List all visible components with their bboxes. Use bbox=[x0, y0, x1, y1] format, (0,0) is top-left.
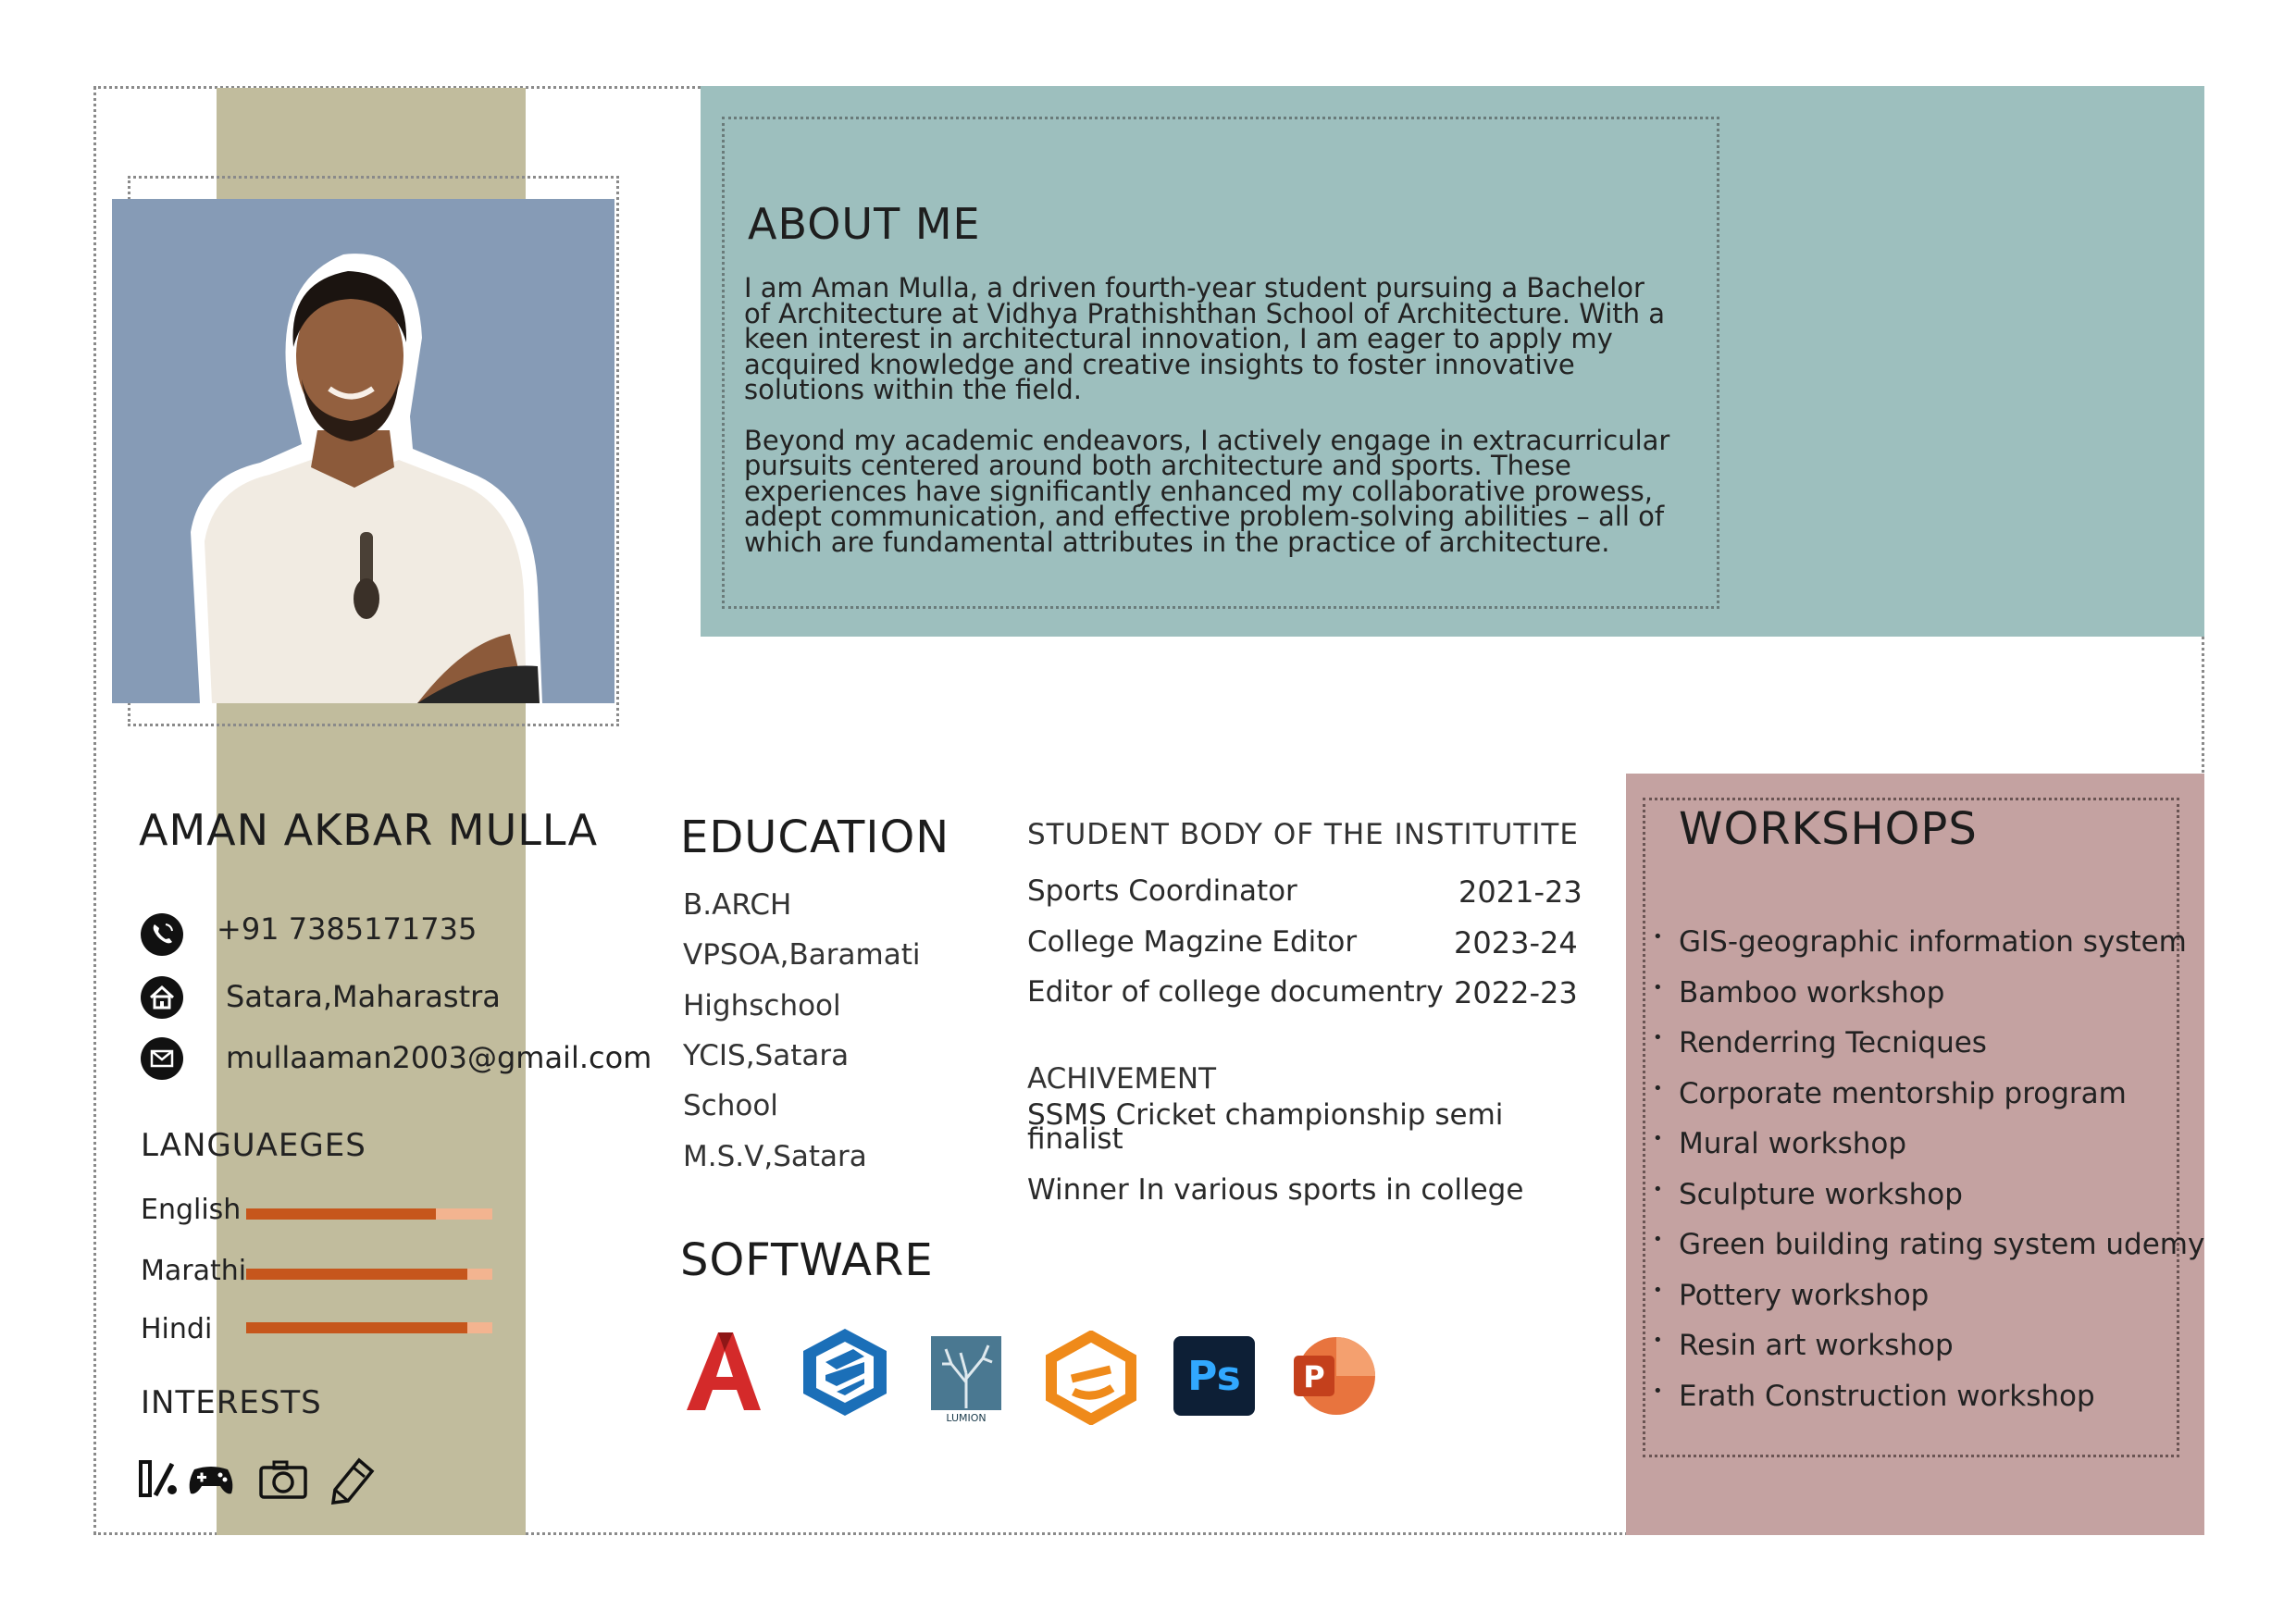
workshop-item: • Bamboo workshop bbox=[1653, 976, 2204, 1027]
workshop-item: • Green building rating system udemy bbox=[1653, 1228, 2204, 1279]
workshop-item: • GIS-geographic information system bbox=[1653, 925, 2204, 976]
about-paragraph-2: Beyond my academic endeavors, I actively engage in extracurricular pursuits centered around both architecture and sports. These experiences have significantly enhanced my collaborative prowess, adept communication, and effective problem-solving abilities – all of which are fundamental attributes in the practice of architecture. bbox=[744, 424, 1670, 558]
education-item: YCIS,Satara bbox=[683, 1039, 850, 1072]
camera-icon bbox=[257, 1453, 309, 1505]
achievement-item: SSMS Cricket championship semi finalist bbox=[1027, 1098, 1504, 1156]
student-body-role: Editor of college documentry bbox=[1027, 975, 1444, 1009]
education-item: M.S.V,Satara bbox=[683, 1140, 867, 1173]
workshop-item: • Resin art workshop bbox=[1653, 1329, 2204, 1380]
lumion-label: LUMION bbox=[946, 1412, 987, 1423]
education-item: School bbox=[683, 1089, 778, 1122]
language-bar-track bbox=[246, 1269, 492, 1280]
language-label: Hindi bbox=[141, 1313, 213, 1345]
language-bar-fill bbox=[246, 1208, 436, 1220]
about-title: ABOUT ME bbox=[748, 199, 981, 249]
student-body-role: College Magzine Editor bbox=[1027, 925, 1358, 959]
about-text bbox=[744, 272, 1679, 580]
student-body-role: Sports Coordinator bbox=[1027, 874, 1297, 908]
workshop-item: • Renderring Tecniques bbox=[1653, 1026, 2204, 1077]
education-title: EDUCATION bbox=[680, 812, 950, 863]
student-body-year: 2022-23 bbox=[1454, 975, 1578, 1010]
full-name: AMAN AKBAR MULLA bbox=[139, 805, 599, 855]
software-title: SOFTWARE bbox=[680, 1234, 934, 1286]
about-paragraph-1: I am Aman Mulla, a driven fourth-year student pursuing a Bachelor of Architecture at Vidhya Prathishthan School of Architecture. With a keen interest in architectural innovation, I am eager to apply my acquired knowledge and creative insights to foster innovative solutions within the field. bbox=[744, 272, 1666, 405]
workshop-item: • Erath Construction workshop bbox=[1653, 1380, 2204, 1431]
interests-title: INTERESTS bbox=[141, 1384, 322, 1421]
sketch-icon bbox=[328, 1453, 379, 1505]
education-item: B.ARCH bbox=[683, 888, 792, 922]
language-bar-fill bbox=[246, 1322, 467, 1333]
email-icon bbox=[141, 1037, 183, 1080]
workshop-item: • Mural workshop bbox=[1653, 1127, 2204, 1178]
location-text: Satara,Maharastra bbox=[226, 979, 501, 1014]
education-item: Highschool bbox=[683, 989, 841, 1022]
phone-icon bbox=[141, 913, 183, 956]
achievement-item: Winner In various sports in college bbox=[1027, 1173, 1524, 1207]
powerpoint-label: P bbox=[1303, 1359, 1325, 1394]
language-bar-track bbox=[246, 1322, 492, 1333]
sketchup-icon bbox=[798, 1325, 892, 1419]
language-label: Marathi bbox=[141, 1255, 247, 1287]
autocad-icon bbox=[681, 1329, 764, 1412]
education-item: VPSOA,Baramati bbox=[683, 938, 921, 972]
email-link[interactable]: mullaaman2003@gmail.com bbox=[226, 1040, 652, 1075]
home-icon bbox=[141, 976, 183, 1019]
enscape-icon bbox=[1044, 1331, 1138, 1425]
photoshop-icon bbox=[1173, 1336, 1255, 1416]
language-label: English bbox=[141, 1194, 242, 1226]
student-body-year: 2021-23 bbox=[1458, 874, 1582, 910]
profile-photo bbox=[112, 199, 614, 703]
photoshop-label: Ps bbox=[1187, 1353, 1241, 1400]
languages-title: LANGUAEGES bbox=[141, 1127, 366, 1164]
workshop-item: • Corporate mentorship program bbox=[1653, 1077, 2204, 1128]
workshops-title: WORKSHOPS bbox=[1679, 803, 1978, 855]
workshop-item: • Pottery workshop bbox=[1653, 1279, 2204, 1330]
language-bar-track bbox=[246, 1208, 492, 1220]
workshops-list bbox=[1653, 925, 2204, 1430]
student-body-title: STUDENT BODY OF THE INSTITUTITE bbox=[1027, 818, 1579, 851]
gamepad-icon bbox=[185, 1453, 237, 1505]
powerpoint-icon bbox=[1290, 1333, 1375, 1419]
art-icon bbox=[135, 1453, 187, 1505]
lumion-icon bbox=[931, 1336, 1001, 1423]
language-bar-fill bbox=[246, 1269, 467, 1280]
student-body-year: 2023-24 bbox=[1454, 925, 1578, 960]
phone-number[interactable]: +91 7385171735 bbox=[217, 911, 478, 947]
achievement-title: ACHIVEMENT bbox=[1027, 1062, 1217, 1096]
person-illustration bbox=[112, 199, 614, 703]
workshop-item: • Sculpture workshop bbox=[1653, 1178, 2204, 1229]
